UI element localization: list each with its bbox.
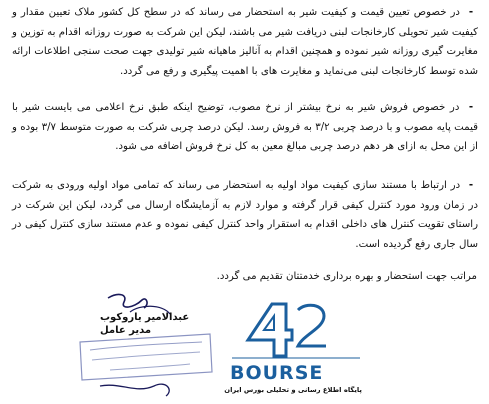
closing-line: مراتب جهت استحضار و بهره برداری خدمتتان تقدیم می گردد. [216, 271, 477, 282]
paragraph-text: در ارتباط با مستند سازی کیفیت مواد اولیه به استحضار می رساند که تمامی مواد اولیه ورودی به شرکت در زمان ورود مورد کنترل کیفی قرار گرفته و موارد لازم به آزمایشگاه ارسال می گردد، لیکن این شرکت در راستای تقویت کنترل های داخلی اقدام به استقرار واحد کنترل کیفی نموده و عدم مستند سازی کنترل کیفی در سال جاری رفع گردیده است. [12, 180, 478, 250]
paragraph-sale-price [12, 98, 478, 157]
bourse-logo-icon [228, 300, 364, 364]
paragraph-documentation [12, 176, 478, 254]
company-stamp-icon [70, 290, 220, 402]
paragraph-text: در خصوص تعیین قیمت و کیفیت شیر به استحضار می رساند که در سطح کل کشور ملاک تعیین مقدار و کیفیت شیر تحویلی کارخانجات لبنی دریافت شیر می باشند، لیکن این شرکت به صورت روزانه اقدام به توزین و مغایرت گیری روزانه شیر نموده و همچنین اقدام به آنالیز ماهیانه شیر تولیدی جهت صحت سنجی اطلاعات ارائه شده توسط کارخانجات لبنی می‌نماید و مغایرت های با اهمیت پیگیری و رفع می گردد. [12, 7, 478, 77]
paragraph-quality-pricing [12, 3, 478, 81]
paragraph-text: در خصوص فروش شیر به نرخ بیشتر از نرخ مصوب، توضیح اینکه طبق نرخ اعلامی می بایست شیر با قیمت پایه مصوب و با درصد چربی ۳/۲ به فروش رسد. لیکن درصد چربی شرکت به صورت متوسط ۳/۷ بوده و از این محل به ازای هر دهم درصد چربی مبالغ معین به کل نرخ فروش اضافه می شود. [12, 102, 479, 152]
paragraph-bullet: - [468, 180, 474, 191]
logo-wordmark: BOURSE [230, 362, 324, 384]
signature-block [70, 290, 220, 402]
signatory-title: مدیر عامل [100, 325, 152, 336]
logo-subtitle: پایگاه اطلاع رسانی و تحلیلی بورس ایران [224, 386, 362, 394]
paragraph-bullet: - [468, 102, 474, 113]
signatory-name: عبدالامیر یاروکوب [100, 312, 190, 323]
bourse-logo [224, 300, 364, 404]
paragraph-bullet: - [468, 7, 474, 18]
